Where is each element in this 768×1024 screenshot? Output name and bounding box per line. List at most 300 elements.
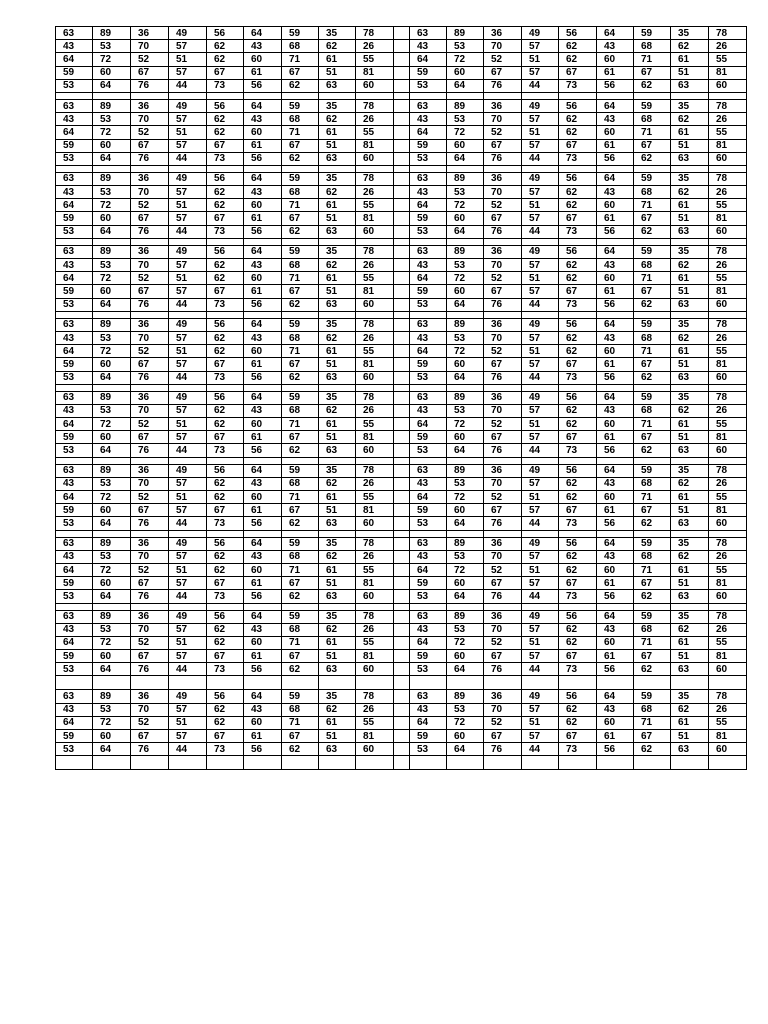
empty-cell xyxy=(131,165,169,172)
table-cell: 56 xyxy=(597,371,634,384)
table-cell: 60 xyxy=(93,504,131,517)
table-cell: 43 xyxy=(597,623,634,636)
table-cell: 56 xyxy=(559,99,597,112)
empty-cell xyxy=(634,457,671,464)
table-cell: 35 xyxy=(319,391,356,404)
table-cell: 26 xyxy=(709,40,747,53)
table-cell: 51 xyxy=(169,199,207,212)
table-cell: 59 xyxy=(282,391,319,404)
table-cell: 89 xyxy=(93,464,131,477)
table-cell: 71 xyxy=(634,716,671,729)
table-cell: 73 xyxy=(559,444,597,457)
table-cell: 36 xyxy=(131,610,169,623)
table-cell: 43 xyxy=(244,404,282,417)
table-cell: 63 xyxy=(56,610,93,623)
table-cell: 36 xyxy=(484,464,522,477)
table-cell: 56 xyxy=(207,537,244,550)
table-cell: 63 xyxy=(319,590,356,603)
table-cell: 67 xyxy=(559,650,597,663)
table-cell: 67 xyxy=(131,431,169,444)
table-cell: 60 xyxy=(356,743,394,756)
table-cell: 55 xyxy=(709,491,747,504)
table-cell: 72 xyxy=(93,272,131,285)
table-row xyxy=(56,743,747,756)
table-cell: 44 xyxy=(169,79,207,92)
table-cell: 76 xyxy=(131,152,169,165)
table-cell: 67 xyxy=(559,730,597,743)
table-cell: 51 xyxy=(522,636,559,649)
table-cell: 57 xyxy=(169,40,207,53)
empty-cell xyxy=(447,530,484,537)
table-cell: 64 xyxy=(244,27,282,40)
table-cell: 73 xyxy=(207,298,244,311)
table-cell: 59 xyxy=(56,431,93,444)
table-cell: 60 xyxy=(356,79,394,92)
table-cell: 36 xyxy=(131,537,169,550)
table-cell: 73 xyxy=(207,79,244,92)
table-cell: 52 xyxy=(484,636,522,649)
table-cell: 62 xyxy=(559,703,597,716)
table-cell: 76 xyxy=(131,517,169,530)
table-cell: 60 xyxy=(597,53,634,66)
table-cell: 53 xyxy=(93,259,131,272)
table-cell: 64 xyxy=(56,636,93,649)
table-cell: 73 xyxy=(207,152,244,165)
table-cell: 60 xyxy=(597,126,634,139)
table-cell: 43 xyxy=(244,113,282,126)
table-cell: 67 xyxy=(207,285,244,298)
table-cell: 49 xyxy=(169,610,207,623)
table-cell: 59 xyxy=(282,537,319,550)
column-separator xyxy=(394,743,410,756)
table-cell: 62 xyxy=(559,53,597,66)
column-separator xyxy=(394,27,410,40)
table-cell: 53 xyxy=(447,331,484,344)
table-cell: 53 xyxy=(410,444,447,457)
table-cell: 61 xyxy=(244,358,282,371)
column-separator xyxy=(394,371,410,384)
table-cell: 62 xyxy=(207,491,244,504)
table-cell: 26 xyxy=(356,477,394,490)
table-cell: 61 xyxy=(597,66,634,79)
empty-cell xyxy=(484,238,522,245)
empty-cell xyxy=(559,92,597,99)
column-separator xyxy=(394,730,410,743)
table-cell: 62 xyxy=(207,563,244,576)
table-cell: 43 xyxy=(410,703,447,716)
table-cell: 59 xyxy=(410,431,447,444)
table-row xyxy=(56,477,747,490)
table-cell: 70 xyxy=(131,703,169,716)
table-cell: 56 xyxy=(244,79,282,92)
table-row xyxy=(56,636,747,649)
table-cell: 67 xyxy=(207,212,244,225)
table-cell: 81 xyxy=(356,577,394,590)
table-cell: 73 xyxy=(559,517,597,530)
table-cell: 26 xyxy=(709,623,747,636)
empty-cell xyxy=(56,530,93,537)
table-cell: 53 xyxy=(56,743,93,756)
table-cell: 35 xyxy=(671,99,709,112)
empty-cell xyxy=(634,530,671,537)
table-cell: 49 xyxy=(522,172,559,185)
table-cell: 62 xyxy=(319,259,356,272)
column-separator xyxy=(394,577,410,590)
column-separator xyxy=(394,610,410,623)
table-cell: 44 xyxy=(522,663,559,676)
table-cell: 26 xyxy=(356,703,394,716)
table-cell: 73 xyxy=(559,152,597,165)
table-cell: 72 xyxy=(93,53,131,66)
table-cell: 62 xyxy=(207,186,244,199)
table-cell: 57 xyxy=(169,331,207,344)
table-cell: 43 xyxy=(56,259,93,272)
table-cell: 68 xyxy=(634,703,671,716)
table-cell: 52 xyxy=(131,418,169,431)
table-cell: 61 xyxy=(671,563,709,576)
table-cell: 67 xyxy=(484,504,522,517)
table-cell: 51 xyxy=(522,418,559,431)
column-separator xyxy=(394,444,410,457)
table-cell: 49 xyxy=(522,318,559,331)
empty-cell xyxy=(410,238,447,245)
table-cell: 60 xyxy=(356,225,394,238)
table-cell: 62 xyxy=(282,152,319,165)
table-cell: 61 xyxy=(244,212,282,225)
table-cell: 43 xyxy=(410,113,447,126)
table-cell: 57 xyxy=(522,186,559,199)
table-cell: 64 xyxy=(93,743,131,756)
table-cell: 67 xyxy=(282,577,319,590)
table-cell: 68 xyxy=(634,404,671,417)
empty-cell xyxy=(244,311,282,318)
empty-cell xyxy=(447,603,484,610)
table-cell: 26 xyxy=(709,550,747,563)
column-separator xyxy=(394,418,410,431)
column-separator xyxy=(394,53,410,66)
table-cell: 51 xyxy=(522,53,559,66)
table-cell: 63 xyxy=(671,663,709,676)
table-cell: 61 xyxy=(319,716,356,729)
table-cell: 61 xyxy=(244,650,282,663)
table-cell: 62 xyxy=(559,563,597,576)
table-cell: 56 xyxy=(597,444,634,457)
empty-cell xyxy=(394,756,410,770)
table-cell: 64 xyxy=(410,53,447,66)
empty-cell xyxy=(319,384,356,391)
table-cell: 57 xyxy=(169,404,207,417)
table-row xyxy=(56,730,747,743)
table-cell: 26 xyxy=(356,259,394,272)
table-cell: 60 xyxy=(597,716,634,729)
table-cell: 60 xyxy=(244,345,282,358)
table-cell: 61 xyxy=(671,636,709,649)
empty-cell xyxy=(244,756,282,770)
table-cell: 62 xyxy=(559,259,597,272)
table-cell: 64 xyxy=(93,517,131,530)
table-cell: 43 xyxy=(410,550,447,563)
spacer-row xyxy=(56,457,747,464)
table-cell: 62 xyxy=(319,113,356,126)
table-cell: 62 xyxy=(671,623,709,636)
table-cell: 67 xyxy=(559,66,597,79)
table-cell: 53 xyxy=(447,404,484,417)
table-row xyxy=(56,113,747,126)
table-cell: 67 xyxy=(634,212,671,225)
table-cell: 60 xyxy=(447,212,484,225)
table-cell: 67 xyxy=(131,730,169,743)
table-cell: 49 xyxy=(169,245,207,258)
empty-cell xyxy=(394,384,410,391)
table-cell: 60 xyxy=(709,371,747,384)
empty-cell xyxy=(709,238,747,245)
table-cell: 56 xyxy=(207,464,244,477)
table-cell: 26 xyxy=(709,186,747,199)
table-cell: 64 xyxy=(244,245,282,258)
table-cell: 53 xyxy=(447,259,484,272)
table-cell: 67 xyxy=(634,285,671,298)
empty-cell xyxy=(207,311,244,318)
table-cell: 53 xyxy=(410,79,447,92)
table-cell: 67 xyxy=(207,650,244,663)
table-cell: 43 xyxy=(410,623,447,636)
table-cell: 73 xyxy=(559,590,597,603)
table-cell: 57 xyxy=(522,504,559,517)
table-cell: 51 xyxy=(319,577,356,590)
empty-cell xyxy=(169,756,207,770)
table-cell: 62 xyxy=(671,186,709,199)
table-cell: 67 xyxy=(634,66,671,79)
table-cell: 67 xyxy=(484,358,522,371)
table-cell: 57 xyxy=(522,259,559,272)
table-cell: 59 xyxy=(634,245,671,258)
table-cell: 64 xyxy=(244,690,282,703)
table-cell: 71 xyxy=(634,418,671,431)
empty-cell xyxy=(207,530,244,537)
table-cell: 89 xyxy=(93,610,131,623)
table-row xyxy=(56,272,747,285)
table-cell: 36 xyxy=(484,610,522,623)
column-separator xyxy=(394,716,410,729)
table-cell: 43 xyxy=(410,331,447,344)
table-cell: 61 xyxy=(319,491,356,504)
table-row xyxy=(56,139,747,152)
table-cell: 62 xyxy=(671,40,709,53)
table-cell: 64 xyxy=(447,79,484,92)
empty-cell xyxy=(244,92,282,99)
table-cell: 64 xyxy=(447,298,484,311)
table-cell: 51 xyxy=(671,212,709,225)
table-cell: 64 xyxy=(93,79,131,92)
table-cell: 73 xyxy=(559,225,597,238)
table-cell: 49 xyxy=(169,318,207,331)
table-cell: 44 xyxy=(169,590,207,603)
column-separator xyxy=(394,139,410,152)
table-cell: 81 xyxy=(356,730,394,743)
table-cell: 62 xyxy=(282,79,319,92)
column-separator xyxy=(394,172,410,185)
table-cell: 64 xyxy=(93,663,131,676)
table-cell: 62 xyxy=(634,743,671,756)
table-cell: 67 xyxy=(559,431,597,444)
table-cell: 73 xyxy=(559,743,597,756)
table-cell: 61 xyxy=(319,418,356,431)
table-cell: 52 xyxy=(484,272,522,285)
empty-cell xyxy=(244,530,282,537)
table-cell: 44 xyxy=(169,225,207,238)
table-cell: 70 xyxy=(131,259,169,272)
table-row xyxy=(56,663,747,676)
table-cell: 67 xyxy=(282,504,319,517)
table-cell: 57 xyxy=(522,212,559,225)
table-cell: 61 xyxy=(319,563,356,576)
table-cell: 60 xyxy=(447,504,484,517)
table-cell: 56 xyxy=(244,298,282,311)
spacer-row xyxy=(56,92,747,99)
table-cell: 52 xyxy=(131,491,169,504)
empty-cell xyxy=(410,457,447,464)
table-cell: 61 xyxy=(319,272,356,285)
column-separator xyxy=(394,537,410,550)
table-cell: 62 xyxy=(634,152,671,165)
table-cell: 63 xyxy=(319,152,356,165)
table-cell: 61 xyxy=(244,66,282,79)
table-cell: 76 xyxy=(131,444,169,457)
table-cell: 61 xyxy=(671,716,709,729)
table-cell: 51 xyxy=(671,730,709,743)
table-cell: 89 xyxy=(447,610,484,623)
table-cell: 61 xyxy=(244,730,282,743)
table-cell: 61 xyxy=(671,345,709,358)
table-cell: 53 xyxy=(410,663,447,676)
empty-cell xyxy=(93,457,131,464)
table-cell: 59 xyxy=(410,730,447,743)
column-separator xyxy=(394,331,410,344)
empty-cell xyxy=(56,384,93,391)
table-cell: 64 xyxy=(56,563,93,576)
table-cell: 72 xyxy=(447,563,484,576)
table-cell: 36 xyxy=(484,27,522,40)
table-cell: 51 xyxy=(319,139,356,152)
table-cell: 35 xyxy=(319,537,356,550)
table-cell: 35 xyxy=(319,27,356,40)
table-cell: 63 xyxy=(671,444,709,457)
empty-cell xyxy=(671,676,709,690)
table-cell: 81 xyxy=(356,431,394,444)
table-cell: 64 xyxy=(410,636,447,649)
table-cell: 63 xyxy=(410,610,447,623)
table-cell: 44 xyxy=(522,743,559,756)
table-cell: 55 xyxy=(356,563,394,576)
empty-cell xyxy=(356,756,394,770)
empty-cell xyxy=(597,165,634,172)
table-cell: 59 xyxy=(410,358,447,371)
table-cell: 89 xyxy=(447,245,484,258)
table-cell: 71 xyxy=(634,491,671,504)
table-cell: 43 xyxy=(244,40,282,53)
empty-cell xyxy=(244,165,282,172)
empty-cell xyxy=(671,165,709,172)
empty-cell xyxy=(394,92,410,99)
empty-cell xyxy=(93,530,131,537)
table-cell: 72 xyxy=(93,716,131,729)
table-cell: 64 xyxy=(447,590,484,603)
table-cell: 59 xyxy=(282,690,319,703)
table-cell: 63 xyxy=(410,537,447,550)
table-cell: 76 xyxy=(484,298,522,311)
table-cell: 67 xyxy=(559,504,597,517)
empty-cell xyxy=(447,756,484,770)
table-cell: 62 xyxy=(207,53,244,66)
table-cell: 53 xyxy=(56,298,93,311)
empty-cell xyxy=(522,530,559,537)
table-cell: 56 xyxy=(597,590,634,603)
spacer-row xyxy=(56,165,747,172)
table-row xyxy=(56,212,747,225)
table-cell: 62 xyxy=(671,404,709,417)
table-cell: 56 xyxy=(207,27,244,40)
table-cell: 62 xyxy=(559,199,597,212)
table-cell: 43 xyxy=(56,703,93,716)
table-cell: 67 xyxy=(131,577,169,590)
table-cell: 57 xyxy=(169,139,207,152)
table-cell: 56 xyxy=(597,743,634,756)
table-row xyxy=(56,590,747,603)
table-cell: 62 xyxy=(282,371,319,384)
table-cell: 57 xyxy=(169,703,207,716)
table-cell: 53 xyxy=(410,517,447,530)
column-separator xyxy=(394,245,410,258)
table-cell: 63 xyxy=(56,464,93,477)
table-cell: 60 xyxy=(356,590,394,603)
empty-cell xyxy=(447,311,484,318)
table-cell: 43 xyxy=(597,477,634,490)
empty-cell xyxy=(410,756,447,770)
table-cell: 59 xyxy=(410,212,447,225)
table-row xyxy=(56,404,747,417)
table-cell: 60 xyxy=(447,577,484,590)
table-cell: 43 xyxy=(56,331,93,344)
table-cell: 76 xyxy=(131,590,169,603)
table-cell: 60 xyxy=(93,66,131,79)
table-cell: 71 xyxy=(282,272,319,285)
table-cell: 60 xyxy=(356,371,394,384)
empty-cell xyxy=(356,92,394,99)
empty-cell xyxy=(447,384,484,391)
table-cell: 61 xyxy=(597,650,634,663)
empty-cell xyxy=(484,457,522,464)
table-row xyxy=(56,504,747,517)
empty-cell xyxy=(169,603,207,610)
table-cell: 67 xyxy=(559,212,597,225)
table-cell: 62 xyxy=(671,477,709,490)
table-cell: 52 xyxy=(484,563,522,576)
table-cell: 43 xyxy=(56,550,93,563)
table-cell: 57 xyxy=(169,113,207,126)
table-cell: 67 xyxy=(559,285,597,298)
table-cell: 67 xyxy=(282,431,319,444)
table-cell: 35 xyxy=(319,464,356,477)
table-cell: 53 xyxy=(56,663,93,676)
table-cell: 52 xyxy=(484,199,522,212)
empty-cell xyxy=(394,530,410,537)
table-cell: 63 xyxy=(56,245,93,258)
table-cell: 61 xyxy=(671,126,709,139)
table-cell: 26 xyxy=(356,404,394,417)
column-separator xyxy=(394,431,410,444)
empty-cell xyxy=(282,384,319,391)
empty-cell xyxy=(447,676,484,690)
